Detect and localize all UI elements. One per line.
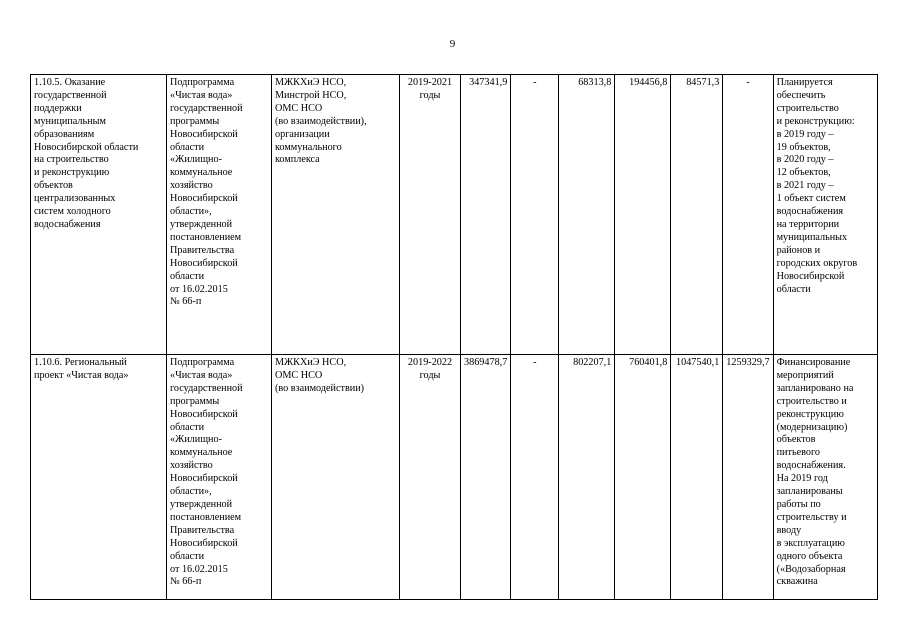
page-number: 9: [449, 38, 456, 50]
expected-result-cell: Финансирование мероприятий запланировано на строительство и реконструкцию (модернизацию) объектов питьевого водоснабжения. На 2019 год запланированы работы по строительству и вводу в эксплуатацию одного объекта («Водозаборная скважина: [773, 355, 877, 600]
measure-name-cell: 1.10.6. Региональный проект «Чистая вода»: [31, 355, 167, 600]
value-cell: 194456,8: [615, 75, 671, 355]
expected-result-cell: Планируется обеспечить строительство и реконструкцию: в 2019 году – 19 объектов, в 2020 году – 12 объектов, в 2021 году – 1 объект систем водоснабжения на территории муниципальных районов и городских округов Новосибирской области: [773, 75, 877, 355]
value-cell: -: [511, 75, 559, 355]
period-cell: 2019-2021 годы: [400, 75, 461, 355]
value-cell: 1259329,7: [723, 355, 773, 600]
period-cell: 2019-2022 годы: [400, 355, 461, 600]
total-cell: 3869478,7: [461, 355, 511, 600]
value-cell: 68313,8: [559, 75, 615, 355]
program-cell: Подпрограмма «Чистая вода» государственной программы Новосибирской области «Жилищно- коммунальное хозяйство Новосибирской области», утвержденной постановлением Правительства Новосибирской области от 16.02.2015 № 66-п: [167, 355, 272, 600]
value-cell: -: [511, 355, 559, 600]
table-row: [31, 355, 878, 600]
executors-cell: МЖКХиЭ НСО, Минстрой НСО, ОМС НСО (во взаимодействии), организации коммунального комплекса: [272, 75, 400, 355]
value-cell: -: [723, 75, 773, 355]
value-cell: 1047540,1: [671, 355, 723, 600]
table-row: [31, 75, 878, 355]
executors-cell: МЖКХиЭ НСО, ОМС НСО (во взаимодействии): [272, 355, 400, 600]
value-cell: 760401,8: [615, 355, 671, 600]
value-cell: 84571,3: [671, 75, 723, 355]
value-cell: 802207,1: [559, 355, 615, 600]
total-cell: 347341,9: [461, 75, 511, 355]
measures-table: [30, 74, 878, 600]
program-cell: Подпрограмма «Чистая вода» государственной программы Новосибирской области «Жилищно- коммунальное хозяйство Новосибирской области», утвержденной постановлением Правительства Новосибирской области от 16.02.2015 № 66-п: [167, 75, 272, 355]
measure-name-cell: 1.10.5. Оказание государственной поддержки муниципальным образованиям Новосибирской области на строительство и реконструкцию объектов централизованных систем холодного водоснабжения: [31, 75, 167, 355]
